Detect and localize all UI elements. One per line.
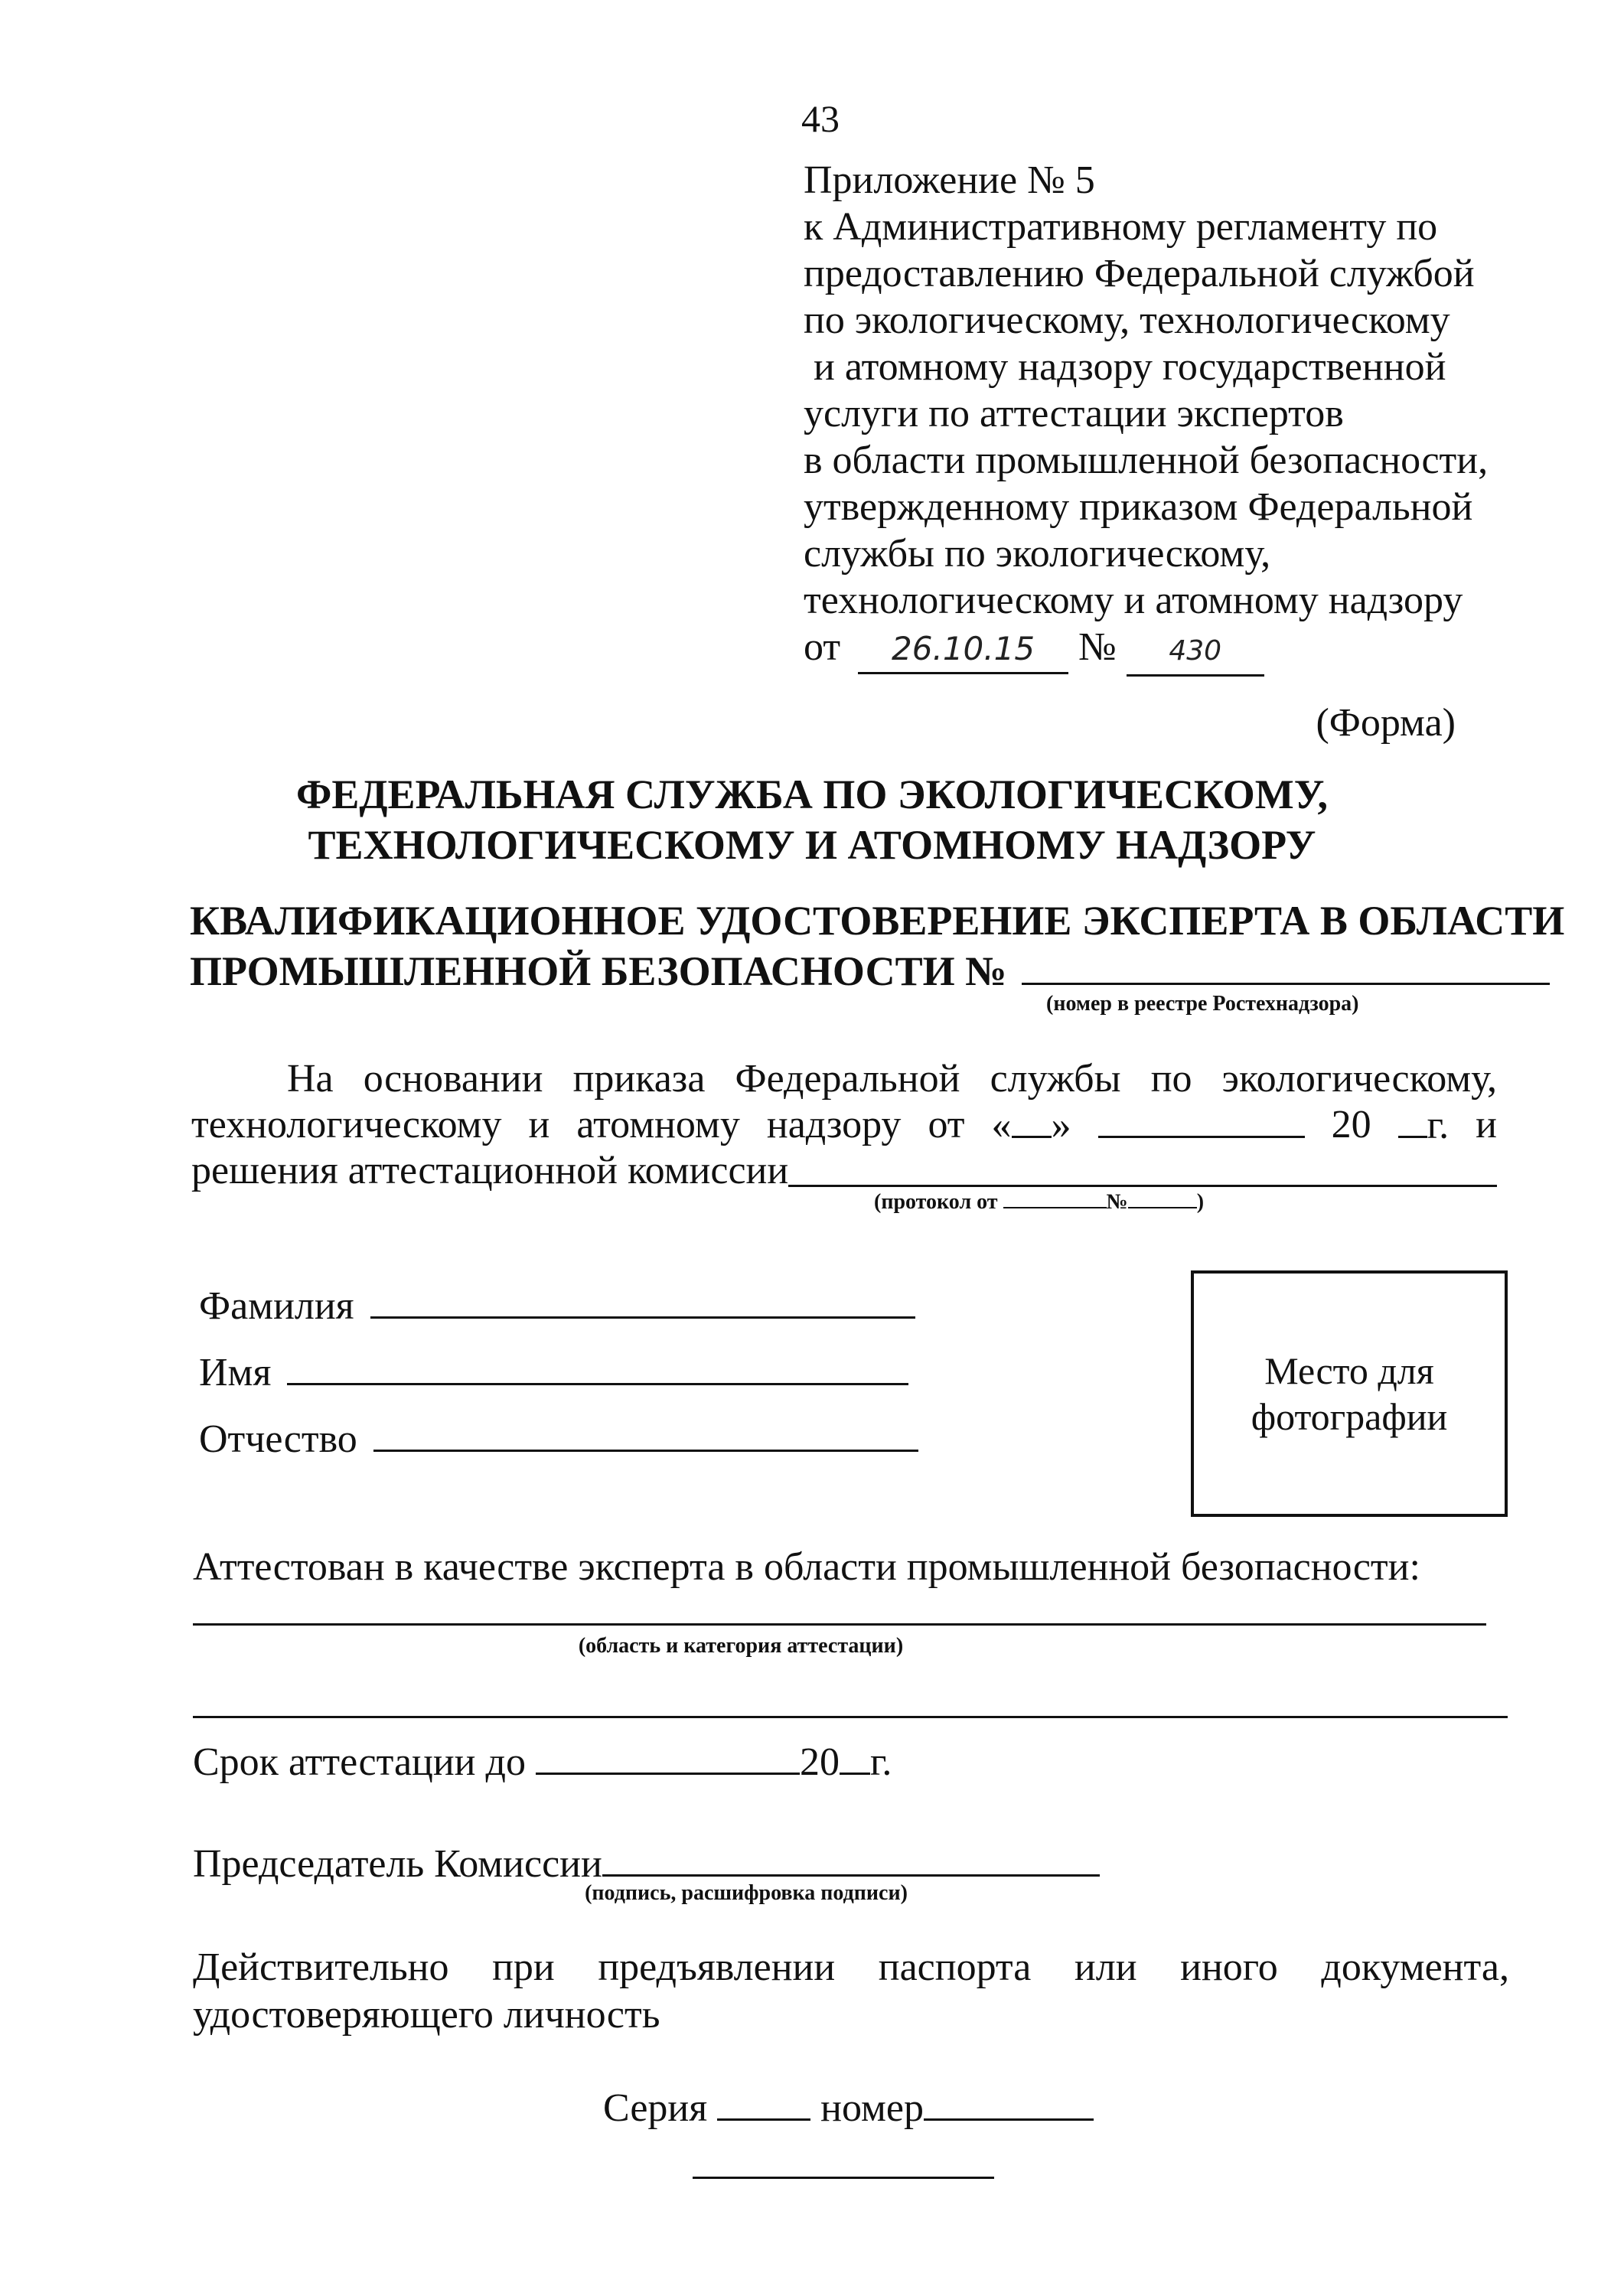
name-row	[199, 1343, 918, 1410]
chairman-signature-field[interactable]	[602, 1838, 1100, 1877]
word: На	[287, 1057, 334, 1101]
appendix-line: предоставлению Федеральной службой	[804, 252, 1475, 295]
order-number-label: №	[1078, 625, 1117, 669]
agency-line: ТЕХНОЛОГИЧЕСКОМУ И АТОМНОМУ НАДЗОРУ	[308, 822, 1316, 868]
order-date-handwritten: 26.10.15	[892, 630, 1035, 667]
word: и	[1476, 1103, 1497, 1146]
order-number-handwritten: 430	[1169, 635, 1222, 667]
patronymic-field[interactable]	[373, 1410, 918, 1452]
word: атомному	[576, 1103, 740, 1146]
year-suffix: г.	[1427, 1104, 1450, 1147]
certificate-number-field[interactable]	[1022, 944, 1550, 985]
surname-field[interactable]	[370, 1277, 915, 1319]
certificate-number-hint: (номер в реестре Ростехнадзора)	[1046, 992, 1359, 1016]
appendix-line: к Административному регламенту по	[804, 205, 1438, 249]
word: от	[928, 1103, 965, 1146]
chairman-row	[193, 1838, 1100, 1887]
word: экологическому,	[1221, 1057, 1497, 1101]
form-label: (Форма)	[1316, 701, 1456, 745]
agency-line: ФЕДЕРАЛЬНАЯ СЛУЖБА ПО ЭКОЛОГИЧЕСКОМУ,	[295, 771, 1329, 817]
appendix-header	[804, 157, 1488, 670]
passport-number-field[interactable]	[924, 2082, 1094, 2121]
chairman-label: Председатель Комиссии	[193, 1842, 602, 1886]
term-date-field[interactable]	[536, 1736, 800, 1775]
word: при	[492, 1945, 555, 1989]
term-year-suffix: г.	[869, 1740, 892, 1784]
appendix-line: в области промышленной безопасности,	[804, 439, 1489, 482]
certificate-title-text: ПРОМЫШЛЕННОЙ БЕЗОПАСНОСТИ №	[190, 948, 1007, 994]
person-fields	[199, 1277, 918, 1476]
order-year-group	[1398, 1102, 1449, 1148]
name-label: Имя	[199, 1351, 272, 1394]
word: документа,	[1321, 1945, 1509, 1989]
appendix-line: утвержденному приказом Федеральной	[804, 485, 1473, 529]
name-field[interactable]	[287, 1343, 908, 1385]
order-prefix: от	[804, 625, 841, 669]
attested-label: Аттестован в качестве эксперта в области промышленной безопасности:	[193, 1545, 1420, 1589]
basis-line-2	[191, 1102, 1497, 1148]
word: иного	[1180, 1945, 1278, 1989]
certificate-title	[190, 897, 1564, 995]
validity-line-1	[193, 1944, 1509, 1991]
close-quote: »	[1051, 1104, 1071, 1147]
commission-decision-field[interactable]	[788, 1148, 1497, 1187]
appendix-line: по экологическому, технологическому	[804, 298, 1450, 342]
passport-extra-line[interactable]	[693, 2177, 994, 2179]
chairman-signature-hint: (подпись, расшифровка подписи)	[585, 1881, 908, 1905]
validity-line-2-text: удостоверяющего личность	[193, 1993, 660, 2037]
word: приказа	[572, 1057, 706, 1101]
term-year-field[interactable]	[840, 1736, 870, 1775]
term-year-prefix: 20	[799, 1740, 840, 1784]
certificate-title-line1: КВАЛИФИКАЦИОННОЕ УДОСТОВЕРЕНИЕ ЭКСПЕРТА В ОБЛАСТИ	[190, 898, 1565, 944]
word: технологическому	[191, 1103, 502, 1146]
basis-line-1	[191, 1056, 1497, 1102]
surname-label: Фамилия	[199, 1284, 354, 1328]
protocol-number-blank	[1128, 1190, 1197, 1208]
certificate-title-line2	[190, 944, 1564, 995]
appendix-line: и атомному надзору государственной	[804, 345, 1446, 389]
term-label: Срок аттестации до	[193, 1740, 526, 1784]
order-month-field[interactable]	[1098, 1102, 1305, 1138]
order-reference	[804, 624, 1488, 670]
validity-paragraph	[193, 1944, 1509, 2039]
photo-placeholder-line2: фотографии	[1251, 1395, 1448, 1438]
page-number: 43	[801, 97, 840, 140]
protocol-hint-suffix: )	[1196, 1190, 1205, 1214]
word: Действительно	[193, 1945, 449, 1989]
open-quote: «	[991, 1104, 1012, 1147]
appendix-line: Приложение № 5	[804, 158, 1095, 202]
protocol-hint	[874, 1190, 1204, 1215]
word: основании	[363, 1057, 543, 1101]
passport-series-field[interactable]	[717, 2082, 810, 2121]
commission-label: решения аттестационной комиссии	[191, 1149, 789, 1192]
word: Федеральной	[735, 1057, 960, 1101]
word: и	[528, 1103, 550, 1146]
word: или	[1074, 1945, 1137, 1989]
passport-number-label: номер	[820, 2086, 924, 2130]
protocol-number-label: №	[1106, 1190, 1128, 1214]
order-day-group	[992, 1102, 1071, 1148]
year-prefix: 20	[1331, 1103, 1371, 1146]
basis-line-3	[191, 1148, 1497, 1194]
attestation-area-line-1[interactable]	[193, 1623, 1486, 1626]
photo-placeholder-line1: Место для	[1264, 1349, 1434, 1392]
passport-row	[603, 2082, 1094, 2131]
attestation-area-line-2[interactable]	[193, 1716, 1508, 1718]
term-row	[193, 1736, 892, 1786]
word: службы	[990, 1057, 1121, 1101]
order-year-field[interactable]	[1398, 1102, 1427, 1138]
attestation-area-hint: (область и категория аттестации)	[578, 1634, 904, 1658]
order-day-field[interactable]	[1012, 1102, 1052, 1138]
patronymic-row	[199, 1410, 918, 1476]
photo-placeholder	[1191, 1270, 1508, 1517]
word: по	[1150, 1057, 1192, 1101]
appendix-line: технологическому и атомному надзору	[804, 579, 1463, 622]
surname-row	[199, 1277, 918, 1343]
photo-placeholder-text	[1251, 1348, 1448, 1440]
order-date-field	[858, 624, 1068, 674]
word: надзору	[766, 1103, 902, 1146]
appendix-line: услуги по аттестации экспертов	[804, 392, 1344, 435]
protocol-hint-prefix: (протокол от	[874, 1190, 998, 1214]
passport-series-label: Серия	[603, 2086, 708, 2130]
word: предъявлении	[598, 1945, 836, 1989]
order-number-field	[1127, 624, 1264, 677]
basis-paragraph	[191, 1056, 1497, 1194]
word: паспорта	[878, 1945, 1032, 1989]
appendix-line: службы по экологическому,	[804, 532, 1271, 576]
patronymic-label: Отчество	[199, 1417, 357, 1461]
protocol-date-blank	[1003, 1190, 1107, 1208]
validity-line-2	[193, 1991, 1509, 2039]
agency-heading	[0, 769, 1624, 870]
